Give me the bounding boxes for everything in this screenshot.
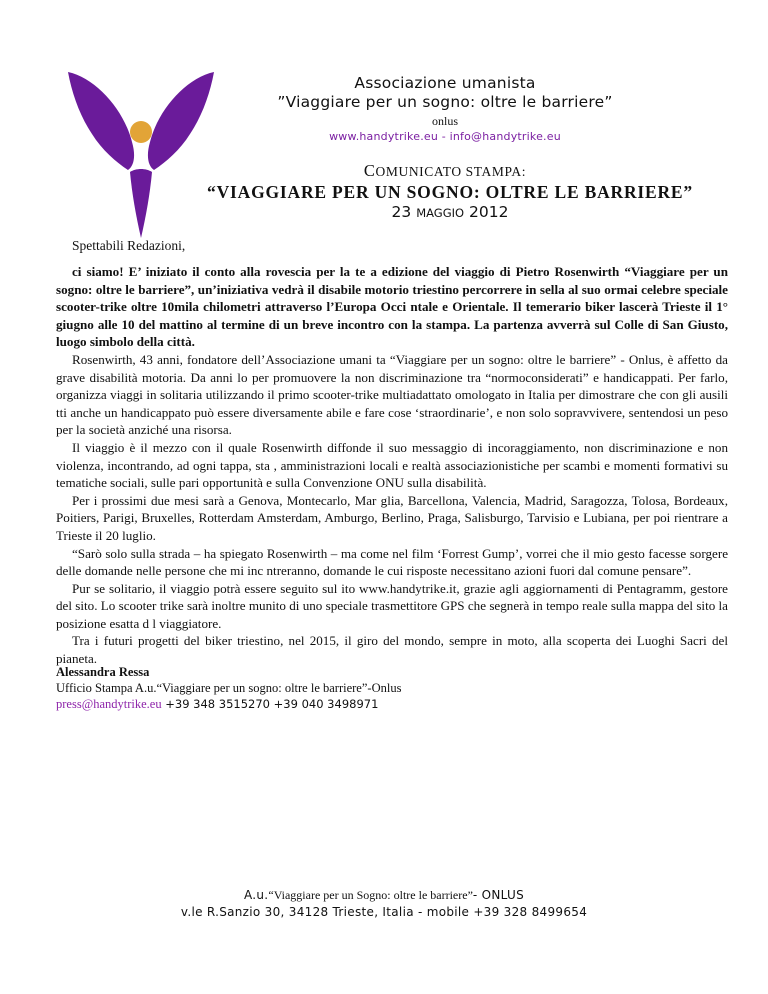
- website-link[interactable]: www.handytrike.eu: [329, 130, 439, 143]
- winged-figure-logo-icon: [66, 70, 216, 240]
- headline: “VIAGGIARE PER UN SOGNO: OLTRE LE BARRIERE”: [207, 182, 693, 202]
- organization-subtitle: ”Viaggiare per un sogno: oltre le barriere”: [277, 93, 613, 111]
- email-link[interactable]: info@handytrike.eu: [449, 130, 561, 143]
- logo-head: [130, 121, 152, 143]
- press-email-link[interactable]: press@handytrike.eu: [56, 697, 162, 711]
- greeting: Spettabili Redazioni,: [72, 238, 186, 253]
- signature-role: Ufficio Stampa A.u.“Viaggiare per un sogno: oltre le barriere”-Onlus: [56, 681, 402, 695]
- press-release-label: COMUNICATO STAMPA:: [363, 161, 527, 180]
- footer-address: v.le R.Sanzio 30, 34128 Trieste, Italia - mobile +39 328 8499654: [180, 905, 588, 919]
- paragraph-intro: ci siamo! E’ iniziato il conto alla rovescia per la te a edizione del viaggio di Pietro Rosenwirth “Viaggiare per un sogno: oltre le barriere”, un’iniziativa vedrà il disabile motorio triestino percorrere in sella al suo ormai celebre speciale scooter-trike oltre 10mila chilometri attraverso l’Europa Occi ntale e Orientale. Il temerario biker lascerà Trieste il 1° giugno alle 10 del mattino al termine di un breve incontro con la stampa. La partenza avverrà sul Colle di San Giusto, luogo simbolo della città.: [56, 264, 728, 350]
- signature-name: Alessandra Ressa: [56, 665, 150, 679]
- paragraph: “Sarò solo sulla strada – ha spiegato Rosenwirth – ma come nel film ‘Forrest Gump’, vorrei che il mio gesto facesse sorgere delle domande nelle persone che mi inc ntreranno, domande le cui risposte necessitano azioni fuori dal comune pensare”.: [56, 545, 728, 579]
- signature-contacts: [56, 696, 656, 712]
- signature-block: [56, 664, 656, 712]
- logo-left-wing: [68, 72, 134, 170]
- organization-name: Associazione umanista: [354, 74, 536, 92]
- signature-phones: +39 348 3515270 +39 040 3498971: [161, 697, 379, 711]
- organization-contacts: [250, 130, 640, 143]
- link-separator: -: [438, 130, 450, 143]
- paragraph: Pur se solitario, il viaggio potrà essere seguito sul ito www.handytrike.it, grazie agli aggiornamenti di Pentagramm, gestore del sito. Lo scooter trike sarà inoltre munito di uno speciale trasmettitore GPS che segnerà in tempo reale sulla mappa del sito la posizione esatta d l viaggiatore.: [56, 580, 728, 631]
- letter-body: [56, 263, 728, 668]
- logo-body: [130, 169, 152, 238]
- footer-org-line: A.u.“Viaggiare per un Sogno: oltre le barriere”- ONLUS: [243, 888, 525, 902]
- paragraph: Rosenwirth, 43 anni, fondatore dell’Associazione umani ta “Viaggiare per un sogno: oltre le barriere” - Onlus, è affetto da grave disabilità motoria. Da anni lo per promuovere la non discriminazione tra “normoconsiderati” e handicappati. Per farlo, organizza viaggi in solitaria utilizzando il primo scooter-trike multiadattato omologato in Italia per dimostrare che con gli ausili tti anche un handicappato può essere diversamente abile e fare cose ‘straordinarie’, e non solo sopravvivere, sentendosi un peso per la società anziché una risorsa.: [56, 351, 728, 438]
- organization-onlus: onlus: [431, 114, 458, 128]
- footer: [84, 887, 684, 921]
- release-date: 23 MAGGIO 2012: [391, 203, 509, 221]
- logo-right-wing: [148, 72, 214, 170]
- paragraph: Tra i futuri progetti del biker triestino, nel 2015, il giro del mondo, sempre in moto, alla scoperta dei Luoghi Sacri del pianeta.: [56, 633, 728, 667]
- paragraph: Il viaggio è il mezzo con il quale Rosenwirth diffonde il suo messaggio di incoraggiamento, non discriminazione e non violenza, incontrando, ad ogni tappa, sta , amministrazioni locali e realtà associazionistiche per scambi e momenti formativi su tematiche sociali, sulle pari opportunità e sulla Convenzione ONU sulla disabilità.: [56, 439, 728, 491]
- paragraph: Per i prossimi due mesi sarà a Genova, Montecarlo, Mar glia, Barcellona, Valencia, Madrid, Saragozza, Tolosa, Bordeaux, Poitiers, Parigi, Bruxelles, Rotterdam Amsterdam, Amburgo, Berlino, Praga, Salisburgo, Tarvisio e Lubiana, per poi rientrare a Trieste il 20 luglio.: [56, 492, 728, 543]
